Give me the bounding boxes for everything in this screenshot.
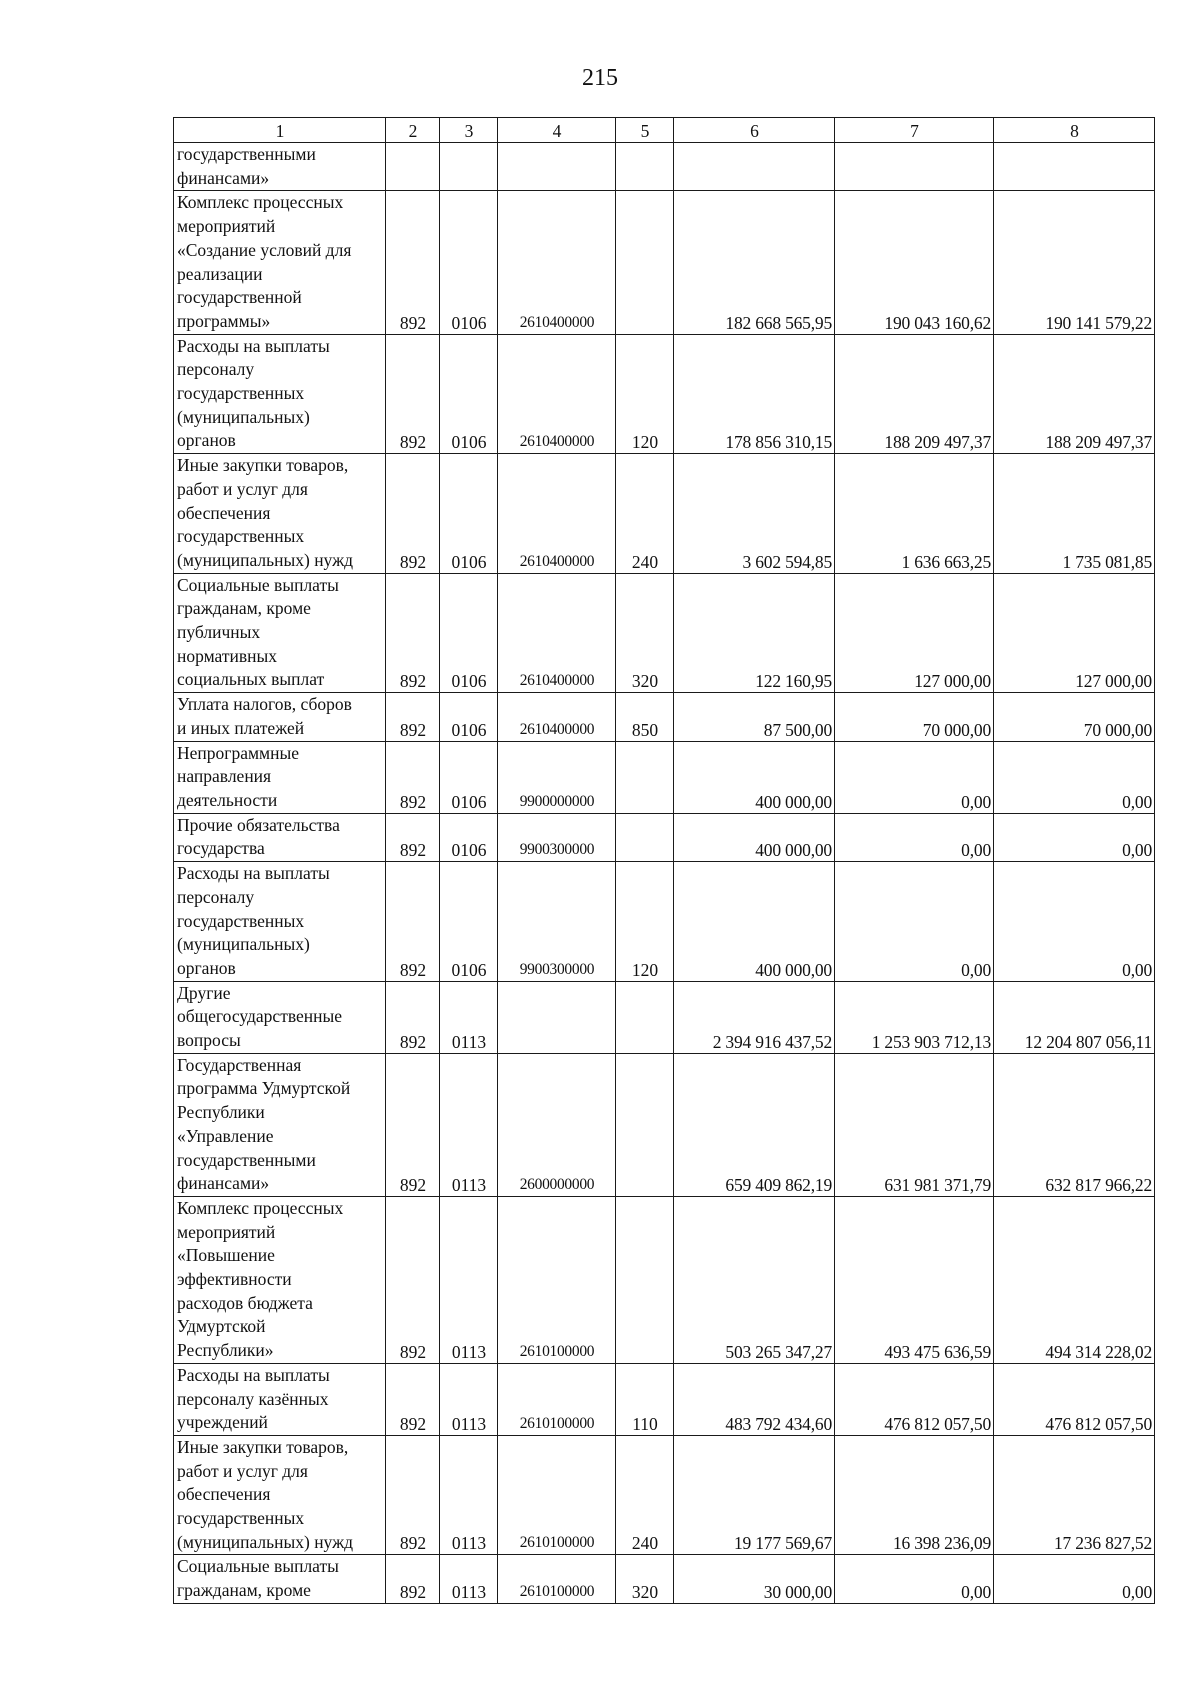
ministry-code: 892	[386, 693, 440, 741]
amount-col-8	[994, 143, 1155, 191]
amount-col-8: 188 209 497,37	[994, 334, 1155, 454]
column-header-5: 5	[616, 118, 674, 143]
expense-type-code	[616, 143, 674, 191]
amount-col-6: 182 668 565,95	[674, 191, 835, 334]
column-header-7: 7	[835, 118, 994, 143]
amount-col-7: 0,00	[835, 1555, 994, 1603]
target-article-code	[498, 981, 616, 1053]
amount-col-8: 476 812 057,50	[994, 1363, 1155, 1435]
target-article-code: 2610100000	[498, 1435, 616, 1555]
amount-col-6: 3 602 594,85	[674, 454, 835, 574]
amount-col-7: 0,00	[835, 862, 994, 982]
expense-name: государственными финансами»	[174, 143, 386, 191]
ministry-code: 892	[386, 981, 440, 1053]
amount-col-8: 0,00	[994, 813, 1155, 861]
expense-name: Комплекс процессных мероприятий «Создание условий для реализации государственной программы»	[174, 191, 386, 334]
ministry-code: 892	[386, 1363, 440, 1435]
ministry-code: 892	[386, 862, 440, 982]
expense-name: Уплата налогов, сборов и иных платежей	[174, 693, 386, 741]
amount-col-7: 127 000,00	[835, 573, 994, 693]
table-row	[174, 143, 1155, 191]
amount-col-8: 494 314 228,02	[994, 1196, 1155, 1363]
target-article-code: 9900000000	[498, 741, 616, 813]
expense-type-code	[616, 981, 674, 1053]
target-article-code: 2610400000	[498, 191, 616, 334]
amount-col-7: 70 000,00	[835, 693, 994, 741]
amount-col-8: 190 141 579,22	[994, 191, 1155, 334]
expense-name: Иные закупки товаров, работ и услуг для обеспечения государственных (муниципальных) нужд	[174, 454, 386, 574]
target-article-code	[498, 143, 616, 191]
amount-col-8: 0,00	[994, 1555, 1155, 1603]
table-row	[174, 1363, 1155, 1435]
ministry-code: 892	[386, 1053, 440, 1196]
column-header-1: 1	[174, 118, 386, 143]
amount-col-7: 1 636 663,25	[835, 454, 994, 574]
amount-col-6: 2 394 916 437,52	[674, 981, 835, 1053]
table-row	[174, 741, 1155, 813]
amount-col-6: 400 000,00	[674, 813, 835, 861]
table-row	[174, 334, 1155, 454]
expense-name: Расходы на выплаты персоналу государственных (муниципальных) органов	[174, 334, 386, 454]
target-article-code: 2610100000	[498, 1363, 616, 1435]
column-header-3: 3	[440, 118, 498, 143]
amount-col-6: 503 265 347,27	[674, 1196, 835, 1363]
expense-type-code: 120	[616, 862, 674, 982]
expense-name: Непрограммные направления деятельности	[174, 741, 386, 813]
amount-col-8: 12 204 807 056,11	[994, 981, 1155, 1053]
ministry-code: 892	[386, 334, 440, 454]
amount-col-7: 190 043 160,62	[835, 191, 994, 334]
table-row	[174, 813, 1155, 861]
expense-type-code	[616, 1196, 674, 1363]
section-code: 0113	[440, 1363, 498, 1435]
expense-name: Прочие обязательства государства	[174, 813, 386, 861]
amount-col-7: 1 253 903 712,13	[835, 981, 994, 1053]
amount-col-7: 188 209 497,37	[835, 334, 994, 454]
column-header-6: 6	[674, 118, 835, 143]
amount-col-7: 16 398 236,09	[835, 1435, 994, 1555]
amount-col-7	[835, 143, 994, 191]
amount-col-8: 17 236 827,52	[994, 1435, 1155, 1555]
target-article-code: 9900300000	[498, 813, 616, 861]
table-row	[174, 191, 1155, 334]
expense-type-code: 110	[616, 1363, 674, 1435]
amount-col-6: 87 500,00	[674, 693, 835, 741]
amount-col-6: 178 856 310,15	[674, 334, 835, 454]
target-article-code: 2610400000	[498, 693, 616, 741]
ministry-code: 892	[386, 573, 440, 693]
amount-col-7: 476 812 057,50	[835, 1363, 994, 1435]
budget-table	[173, 117, 1155, 1604]
ministry-code: 892	[386, 1435, 440, 1555]
ministry-code	[386, 143, 440, 191]
section-code: 0113	[440, 981, 498, 1053]
table-row	[174, 573, 1155, 693]
expense-name: Социальные выплаты гражданам, кроме	[174, 1555, 386, 1603]
amount-col-8: 0,00	[994, 862, 1155, 982]
amount-col-8: 0,00	[994, 741, 1155, 813]
table-row	[174, 1555, 1155, 1603]
expense-type-code	[616, 1053, 674, 1196]
expense-type-code: 320	[616, 573, 674, 693]
column-header-4: 4	[498, 118, 616, 143]
target-article-code: 2610400000	[498, 454, 616, 574]
expense-name: Государственная программа Удмуртской Республики «Управление государственными финансами»	[174, 1053, 386, 1196]
expense-name: Другие общегосударственные вопросы	[174, 981, 386, 1053]
table-row	[174, 1435, 1155, 1555]
section-code: 0106	[440, 573, 498, 693]
table-row	[174, 454, 1155, 574]
amount-col-7: 0,00	[835, 741, 994, 813]
target-article-code: 2610100000	[498, 1555, 616, 1603]
amount-col-7: 631 981 371,79	[835, 1053, 994, 1196]
expense-type-code	[616, 741, 674, 813]
table-row	[174, 693, 1155, 741]
amount-col-6: 30 000,00	[674, 1555, 835, 1603]
target-article-code: 2610400000	[498, 334, 616, 454]
expense-name: Социальные выплаты гражданам, кроме публичных нормативных социальных выплат	[174, 573, 386, 693]
amount-col-6	[674, 143, 835, 191]
ministry-code: 892	[386, 813, 440, 861]
target-article-code: 2600000000	[498, 1053, 616, 1196]
expense-type-code: 240	[616, 454, 674, 574]
amount-col-7: 0,00	[835, 813, 994, 861]
target-article-code: 9900300000	[498, 862, 616, 982]
section-code	[440, 143, 498, 191]
amount-col-8: 1 735 081,85	[994, 454, 1155, 574]
section-code: 0113	[440, 1555, 498, 1603]
ministry-code: 892	[386, 454, 440, 574]
amount-col-6: 400 000,00	[674, 741, 835, 813]
expense-name: Расходы на выплаты персоналу казённых учреждений	[174, 1363, 386, 1435]
amount-col-6: 19 177 569,67	[674, 1435, 835, 1555]
ministry-code: 892	[386, 1555, 440, 1603]
section-code: 0113	[440, 1435, 498, 1555]
ministry-code: 892	[386, 191, 440, 334]
amount-col-6: 659 409 862,19	[674, 1053, 835, 1196]
section-code: 0113	[440, 1053, 498, 1196]
expense-type-code: 120	[616, 334, 674, 454]
target-article-code: 2610100000	[498, 1196, 616, 1363]
table-row	[174, 981, 1155, 1053]
amount-col-8: 632 817 966,22	[994, 1053, 1155, 1196]
amount-col-8: 127 000,00	[994, 573, 1155, 693]
table-row	[174, 1053, 1155, 1196]
table-header	[174, 118, 1155, 143]
expense-type-code: 320	[616, 1555, 674, 1603]
target-article-code: 2610400000	[498, 573, 616, 693]
expense-name: Расходы на выплаты персоналу государственных (муниципальных) органов	[174, 862, 386, 982]
amount-col-6: 122 160,95	[674, 573, 835, 693]
amount-col-8: 70 000,00	[994, 693, 1155, 741]
header-row	[174, 118, 1155, 143]
ministry-code: 892	[386, 741, 440, 813]
expense-type-code: 240	[616, 1435, 674, 1555]
column-header-8: 8	[994, 118, 1155, 143]
expense-type-code	[616, 813, 674, 861]
column-header-2: 2	[386, 118, 440, 143]
section-code: 0106	[440, 741, 498, 813]
amount-col-7: 493 475 636,59	[835, 1196, 994, 1363]
section-code: 0106	[440, 813, 498, 861]
table-body	[174, 143, 1155, 1604]
section-code: 0106	[440, 454, 498, 574]
ministry-code: 892	[386, 1196, 440, 1363]
expense-name: Иные закупки товаров, работ и услуг для обеспечения государственных (муниципальных) нужд	[174, 1435, 386, 1555]
table-row	[174, 862, 1155, 982]
expense-type-code: 850	[616, 693, 674, 741]
section-code: 0113	[440, 1196, 498, 1363]
section-code: 0106	[440, 334, 498, 454]
amount-col-6: 400 000,00	[674, 862, 835, 982]
amount-col-6: 483 792 434,60	[674, 1363, 835, 1435]
section-code: 0106	[440, 191, 498, 334]
expense-name: Комплекс процессных мероприятий «Повышение эффективности расходов бюджета Удмуртской Республики»	[174, 1196, 386, 1363]
page-number: 215	[582, 65, 618, 91]
expense-type-code	[616, 191, 674, 334]
section-code: 0106	[440, 862, 498, 982]
table-row	[174, 1196, 1155, 1363]
section-code: 0106	[440, 693, 498, 741]
